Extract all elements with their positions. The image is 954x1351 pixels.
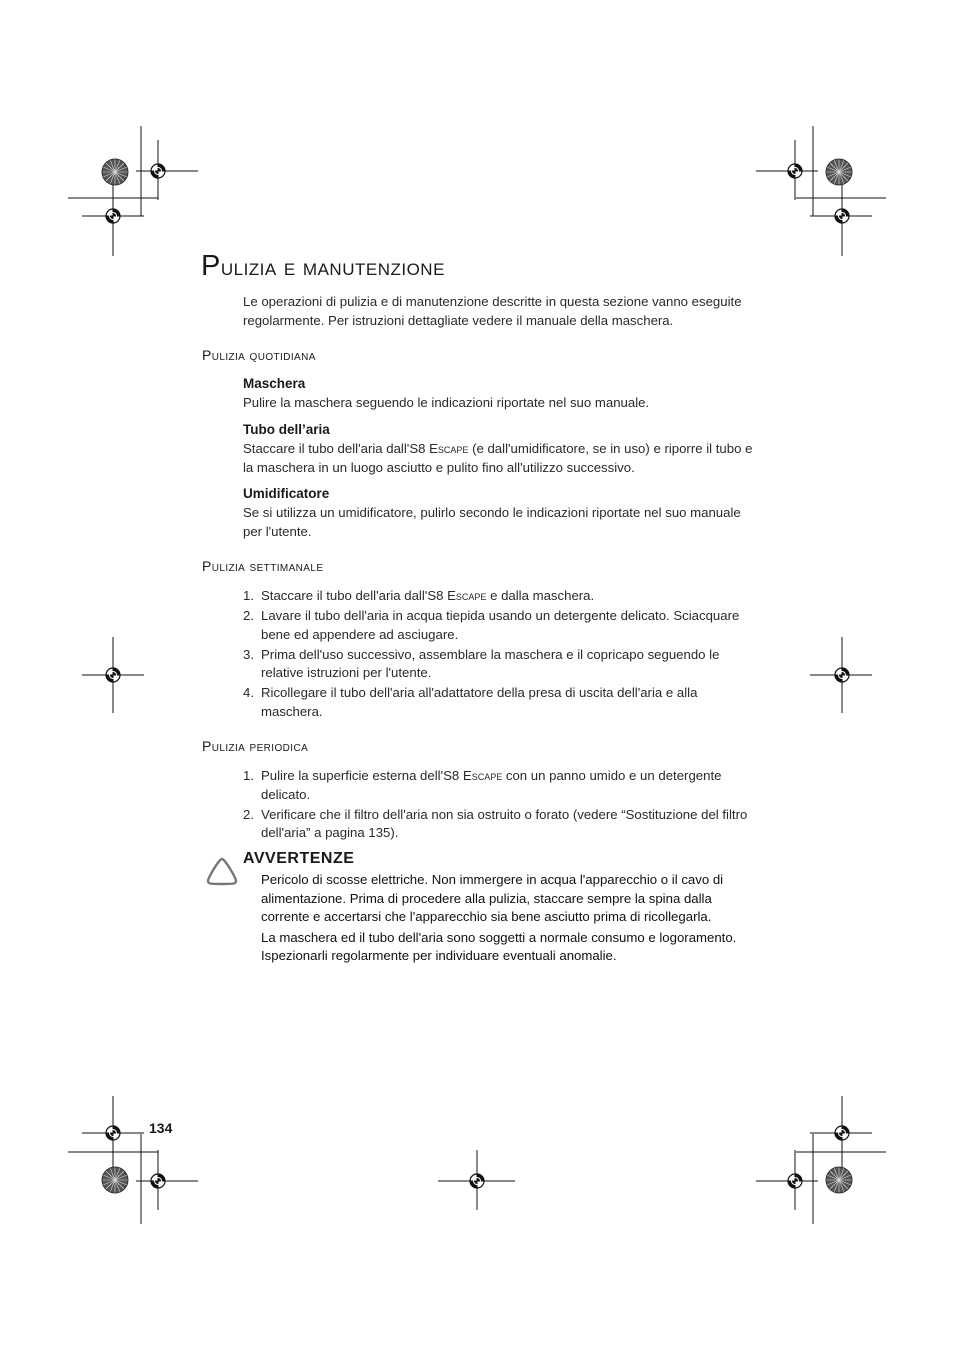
mask-text: Pulire la maschera seguendo le indicazioni riportate nel suo manuale. [243, 395, 650, 410]
device-name: S8 Escape [443, 768, 503, 783]
list-item: 1. Staccare il tubo dell'aria dall'S8 Escape e dalla maschera. [243, 588, 595, 603]
intro-paragraph: Le operazioni di pulizia e di manutenzione descritte in questa sezione vanno eseguite regolarmente. Per istruzioni dettagliate vedere il manuale della maschera. [243, 294, 742, 328]
periodic-heading: Pulizia periodica [202, 738, 309, 754]
title-rest: ulizia e manutenzione [220, 254, 445, 281]
periodic-steps [243, 767, 753, 844]
device-name: S8 Escape [427, 588, 487, 603]
list-item: 2. Lavare il tubo dell'aria in acqua tiepida usando un detergente delicato. Sciacquare bene ed appendere ad asciugare. [243, 608, 740, 642]
weekly-steps [243, 587, 753, 723]
tube-text: Staccare il tubo dell'aria dall'S8 Escape (e dall'umidificatore, se in uso) e riporre il tubo e la maschera in un luogo asciutto e pulito fino all'utilizzo successivo. [243, 441, 753, 475]
page-title [201, 250, 445, 283]
list-item: 3. Prima dell'uso successivo, assemblare la maschera e il copricapo seguendo le relative istruzioni per l'utente. [243, 646, 720, 681]
daily-heading: Pulizia quotidiana [202, 347, 316, 363]
warning-item: Pericolo di scosse elettriche. Non immergere in acqua l'apparecchio o il cavo di alimentazione. Prima di procedere alla pulizia, staccare sempre la spina dalla corrente e accertarsi che l'apparecchio sia bene asciutto prima di ricollegarla. [261, 872, 724, 925]
page-number: 134 [149, 1120, 173, 1136]
mask-subheading: Maschera [243, 376, 306, 391]
warning-icon [206, 856, 238, 886]
warning-item: La maschera ed il tubo dell'aria sono soggetti a normale consumo e logoramento. Ispezionarli regolarmente per individuare eventuali anomalie. [261, 929, 737, 964]
humidifier-text: Se si utilizza un umidificatore, pulirlo secondo le indicazioni riportate nel suo manuale per l'utente. [243, 505, 741, 539]
tube-subheading: Tubo dell’aria [243, 422, 330, 437]
list-item: 1. Pulire la superficie esterna dell'S8 Escape con un panno umido e un detergente delicato. [243, 768, 722, 802]
warning-body [261, 871, 753, 968]
warning-title: AVVERTENZE [243, 850, 355, 867]
list-item: 4. Ricollegare il tubo dell'aria all'adattatore della presa di uscita dell'aria e alla maschera. [243, 685, 698, 720]
humidifier-subheading: Umidificatore [243, 486, 330, 501]
device-name: S8 Escape [409, 441, 469, 456]
title-initial: P [201, 250, 221, 282]
list-item: 2. Verificare che il filtro dell'aria non sia ostruito o forato (vedere “Sostituzione del filtro dell'aria” a pagina 135). [243, 806, 748, 841]
weekly-heading: Pulizia settimanale [202, 558, 324, 574]
